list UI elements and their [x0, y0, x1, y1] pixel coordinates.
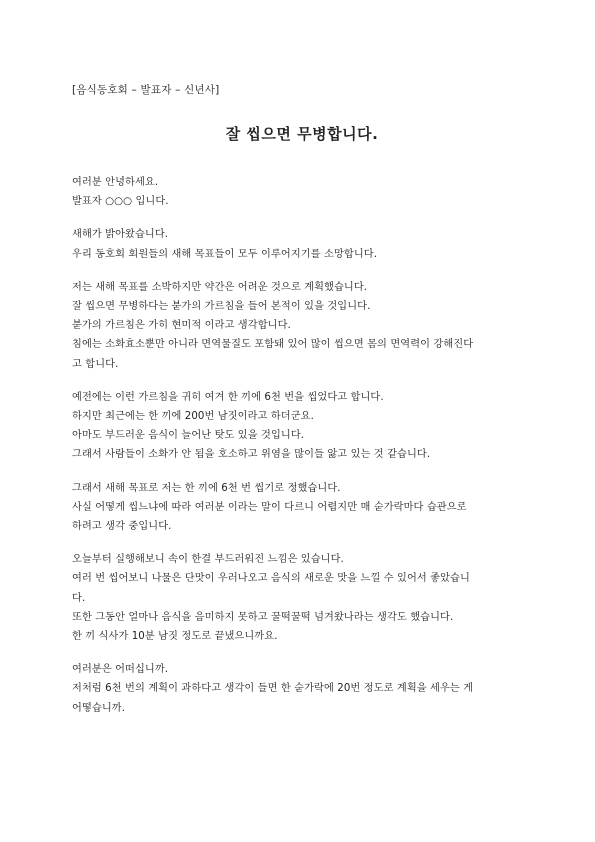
paragraph-line: 여러 번 씹어보니 나물은 단맛이 우러나오고 음식의 새로운 맛을 느낄 수 있어서 좋았습니	[72, 573, 470, 585]
paragraph	[72, 173, 532, 211]
paragraph-line: 하려고 생각 중입니다.	[72, 521, 172, 533]
paragraph-line: 저는 새해 목표를 소박하지만 약간은 어려운 것으로 계획했습니다.	[72, 281, 368, 293]
paragraph-line: 예전에는 이런 가르침을 귀히 여겨 한 끼에 6천 번을 씹었다고 합니다.	[72, 391, 384, 403]
paragraph	[72, 388, 532, 465]
paragraph-line: 붇가의 가르침은 가히 현미적 이라고 생각합니다.	[72, 320, 291, 332]
paragraph-line: 오늘부터 실행해보니 속이 한결 부드러워진 느낌은 있습니다.	[72, 554, 344, 566]
page-title: 잘 씹으면 무병합니다.	[225, 125, 379, 143]
paragraph	[72, 278, 532, 374]
paragraph-line: 다.	[72, 592, 86, 604]
paragraph	[72, 660, 532, 718]
paragraph-line: 잘 씹으면 무병하다는 붇가의 가르침을 들어 본적이 있을 것입니다.	[72, 301, 371, 313]
header-tag: [음식동호회 – 발표자 – 신년사]	[72, 84, 220, 96]
paragraph-line: 사실 어떻게 씹느냐에 따라 여러분 이라는 말이 다르니 어렵지만 매 숟가락마다 습관으로	[72, 501, 467, 513]
paragraph-line: 침에는 소화효소뿐만 아니라 면역물질도 포함돼 있어 많이 씹으면 몸의 면역력이 강해진다	[72, 339, 474, 351]
paragraph-line: 여러분은 어떠십니까.	[72, 664, 169, 676]
paragraph-line: 그래서 사람들이 소화가 안 됨을 호소하고 위염을 많이들 앓고 있는 것 같습니다.	[72, 449, 431, 461]
paragraph-line: 저처럼 6천 번의 계획이 과하다고 생각이 들면 한 숟가락에 20번 정도로 계획을 세우는 게	[72, 683, 474, 695]
paragraph-line: 발표자 ○○○ 입니다.	[72, 196, 169, 208]
paragraph-line: 하지만 최근에는 한 끼에 200번 남짓이라고 하더군요.	[72, 411, 314, 423]
paragraph-line: 그래서 새해 목표로 저는 한 끼에 6천 번 씹기로 정했습니다.	[72, 482, 341, 494]
paragraph	[72, 225, 532, 263]
paragraph-line: 어떻습니까.	[72, 702, 126, 714]
paragraph-line: 아마도 부드러운 음식이 늘어난 탓도 있을 것입니다.	[72, 430, 305, 442]
paragraph-line: 우리 동호회 회원들의 새해 목표들이 모두 이루어지기를 소망합니다.	[72, 248, 378, 260]
paragraph-line: 또한 그동안 얼마나 음식을 음미하지 못하고 꿀떡꿀떡 넘겨왔나라는 생각도 했습니다.	[72, 611, 454, 623]
paragraph	[72, 479, 532, 537]
paragraph-line: 고 합니다.	[72, 358, 119, 370]
paragraph-line: 한 끼 식사가 10분 남짓 정도로 끝냈으니까요.	[72, 631, 278, 643]
document-body	[72, 173, 532, 732]
paragraph-line: 여러분 안녕하세요.	[72, 177, 159, 188]
paragraph-line: 새해가 밝아왔습니다.	[72, 229, 169, 241]
paragraph	[72, 550, 532, 646]
